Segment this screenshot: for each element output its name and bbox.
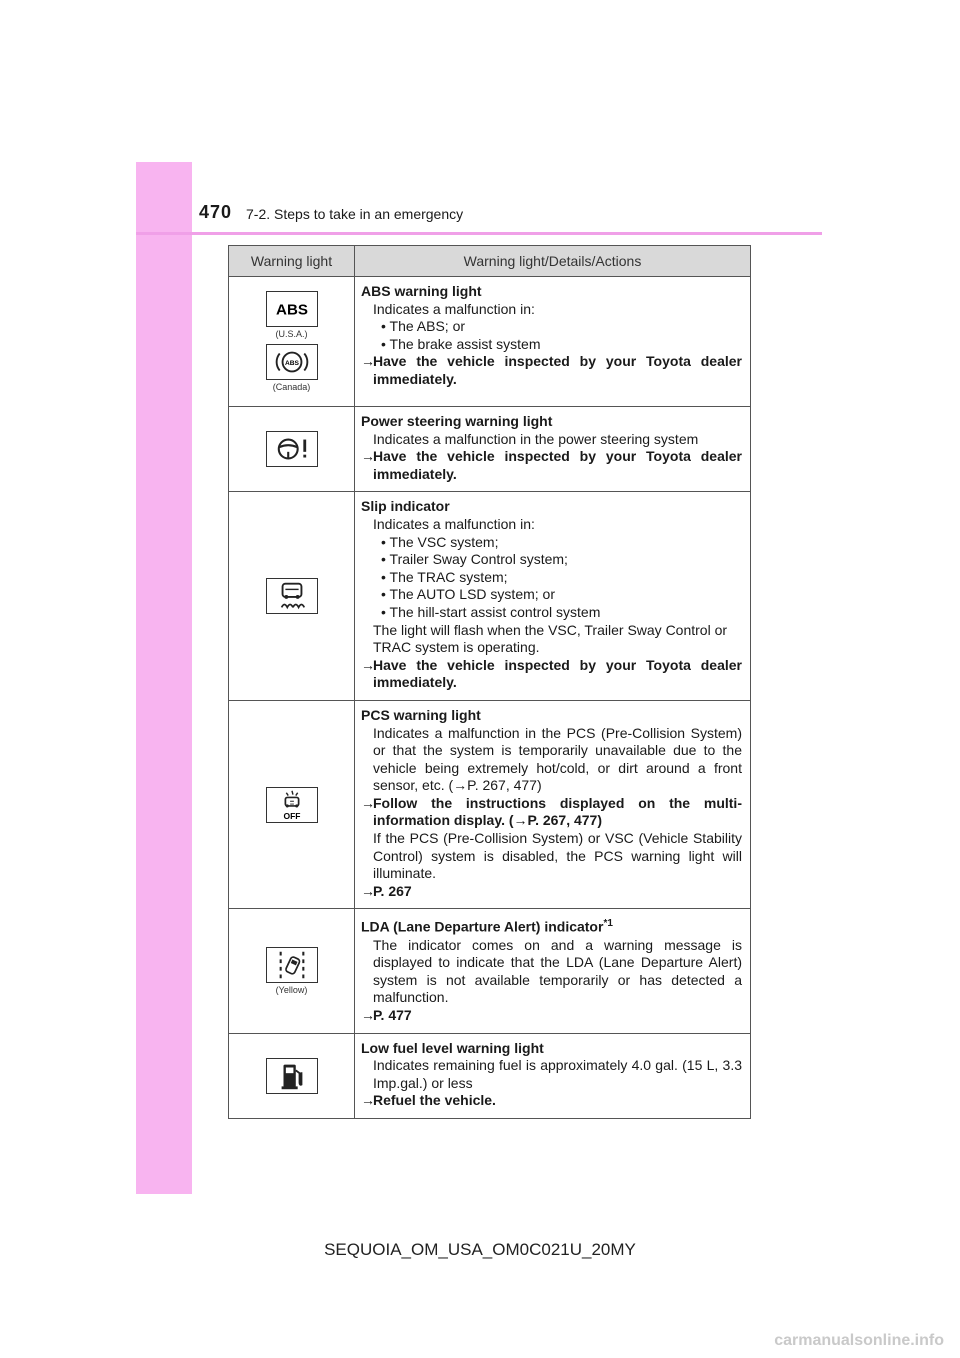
arrow-icon: → [361, 794, 375, 811]
page-reference: →P. 477 [361, 1007, 412, 1024]
detail-bullet: • The brake assist system [381, 335, 541, 352]
detail-bullet: • The VSC system; [381, 533, 499, 550]
icon-cell [229, 277, 355, 407]
icon-cell [229, 492, 355, 701]
detail-paragraph: Indicates a malfunction in the PCS (Pre-Collision System) or that the system is temporarily unavailable due to the vehicle being extremely hot/cold, or dirt around a front sensor, etc. (→P. 267, 477) [373, 724, 742, 794]
watermark: carmanualsonline.info [774, 1332, 944, 1349]
action-text: →Have the vehicle inspected by your Toyota dealer immediately. [361, 656, 742, 691]
page-number: 470 [199, 202, 233, 222]
header-rule [136, 232, 822, 235]
table-row-abs [229, 277, 751, 407]
detail-line: Indicates a malfunction in the power steering system [373, 430, 699, 447]
detail-bullet: • The AUTO LSD system; or [381, 586, 555, 603]
action-text: →Refuel the vehicle. [361, 1092, 496, 1109]
table-header-row [229, 246, 751, 277]
icon-note-usa: (U.S.A.) [275, 328, 308, 339]
detail-bullet: • Trailer Sway Control system; [381, 551, 568, 568]
details-cell [355, 407, 751, 492]
action-text: →Have the vehicle inspected by your Toyota dealer immediately. [361, 448, 742, 482]
abs-usa-icon [266, 291, 318, 327]
svg-text:ABS: ABS [284, 359, 299, 367]
icon-cell [229, 407, 355, 492]
details-cell [355, 909, 751, 1033]
slip-indicator-icon [266, 578, 318, 614]
row-title: Slip indicator [361, 498, 450, 515]
detail-bullet: • The ABS; or [381, 318, 466, 335]
arrow-icon: → [361, 1007, 375, 1024]
document-footer: SEQUOIA_OM_USA_OM0C021U_20MY [324, 1240, 636, 1259]
detail-paragraph: The light will flash when the VSC, Trailer Sway Control or TRAC system is operating. [373, 621, 728, 656]
svg-text:OFF: OFF [283, 810, 300, 821]
arrow-icon: → [361, 448, 375, 465]
detail-paragraph: If the PCS (Pre-Collision System) or VSC (Vehicle Stability Control) system is disabled, the PCS warning light will illuminate. [373, 830, 742, 882]
detail-paragraph: The indicator comes on and a warning message is displayed to indicate that the LDA (Lane Departure Alert) system is not available temporarily or has detected a malfunction. [373, 936, 742, 1006]
warning-light-table [228, 245, 751, 1119]
table-row-lda [229, 909, 751, 1033]
arrow-icon: → [361, 882, 375, 899]
arrow-icon: → [513, 812, 528, 829]
row-title: PCS warning light [361, 706, 481, 723]
icon-cell [229, 700, 355, 909]
details-cell [355, 277, 751, 407]
action-text: →Follow the instructions displayed on the multi-information display. (→P. 267, 477) [361, 794, 742, 829]
arrow-icon: → [453, 777, 468, 794]
table-row-power-steering [229, 407, 751, 492]
icon-note-yellow: (Yellow) [275, 984, 308, 995]
details-cell [355, 492, 751, 701]
table-row-low-fuel [229, 1033, 751, 1118]
pcs-warning-icon [266, 787, 318, 823]
row-title: Low fuel level warning light [361, 1039, 544, 1056]
table-row-slip [229, 492, 751, 701]
detail-paragraph: Indicates remaining fuel is approximately 4.0 gal. (15 L, 3.3 Imp.gal.) or less [373, 1057, 742, 1091]
action-text: →Have the vehicle inspected by your Toyota dealer immediately. [361, 353, 742, 387]
icon-cell [229, 1033, 355, 1118]
power-steering-icon [266, 431, 318, 467]
detail-line: Indicates a malfunction in: [373, 300, 535, 317]
column-header-details: Warning light/Details/Actions [355, 246, 751, 277]
lda-indicator-icon [266, 947, 318, 983]
row-title: ABS warning light [361, 283, 482, 299]
arrow-icon: → [361, 1092, 375, 1109]
details-cell [355, 1033, 751, 1118]
svg-text:ABS: ABS [275, 301, 308, 319]
footnote-marker: *1 [603, 918, 613, 930]
abs-canada-icon [266, 344, 318, 380]
detail-line: Indicates a malfunction in: [373, 515, 535, 532]
arrow-icon: → [361, 656, 375, 673]
page-reference: →P. 267 [361, 882, 412, 899]
detail-bullet: • The TRAC system; [381, 568, 508, 585]
table-row-pcs [229, 700, 751, 909]
icon-cell [229, 909, 355, 1033]
row-title: LDA (Lane Departure Alert) indicator$^{*1}$ [361, 918, 613, 936]
side-tab-band [136, 162, 192, 1194]
details-cell [355, 700, 751, 909]
fuel-pump-icon [266, 1058, 318, 1094]
column-header-warning-light: Warning light [229, 246, 355, 277]
icon-note-canada: (Canada) [272, 381, 311, 392]
detail-bullet: • The hill-start assist control system [381, 603, 601, 620]
arrow-icon: → [361, 353, 375, 370]
row-title: Power steering warning light [361, 413, 553, 429]
section-title: 7-2. Steps to take in an emergency [246, 206, 464, 222]
